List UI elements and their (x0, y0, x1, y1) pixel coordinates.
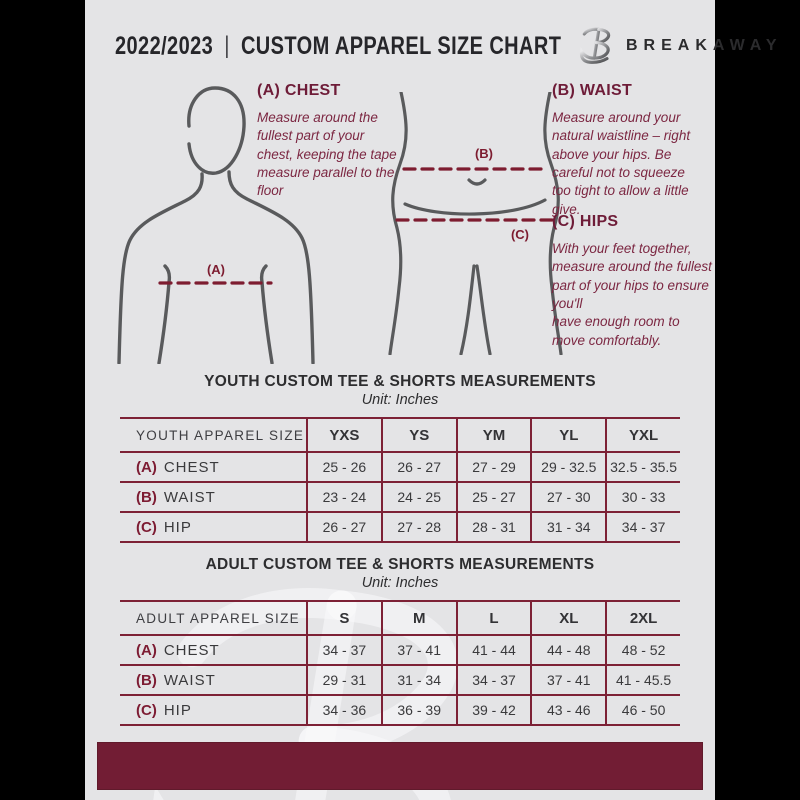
table-row (120, 481, 680, 511)
col-header: YM (456, 419, 531, 451)
col-header: S (306, 602, 381, 634)
table-row (120, 634, 680, 664)
table-cell: 25 - 27 (456, 483, 531, 511)
col-header: 2XL (605, 602, 680, 634)
title-separator: | (224, 32, 230, 59)
table-cell: 30 - 33 (605, 483, 680, 511)
footer-accent-bar (97, 742, 703, 790)
page-title: CUSTOM APPAREL SIZE CHART (240, 31, 562, 60)
table-cell: 34 - 36 (306, 696, 381, 724)
table-cell: 32.5 - 35.5 (605, 453, 680, 481)
col-header: M (381, 602, 456, 634)
col-header: YS (381, 419, 456, 451)
chest-line-label: (A) (206, 262, 226, 277)
table-cell: 44 - 48 (530, 636, 605, 664)
size-chart-document (85, 0, 783, 800)
table-cell: 28 - 31 (456, 513, 531, 541)
row-label: (A) CHEST (136, 458, 220, 476)
table-cell: 31 - 34 (381, 666, 456, 694)
table-cell: 27 - 30 (530, 483, 605, 511)
hips-text: With your feet together, measure around the fullest part of your hips to ensure you'll (552, 241, 712, 312)
chest-text: Measure around the fullest part of your chest, keeping the tape measure parallel to the floor (257, 110, 397, 199)
table-cell: 26 - 27 (381, 453, 456, 481)
hips-heading: (C) HIPS (552, 213, 619, 230)
row-label: (A) CHEST (136, 641, 220, 659)
col-header: YXS (306, 419, 381, 451)
waist-line-label: (B) (474, 146, 494, 161)
document-header (85, 0, 783, 68)
brand-lockup (577, 22, 783, 71)
table-cell: 29 - 31 (306, 666, 381, 694)
table-cell: 31 - 34 (530, 513, 605, 541)
brand-name: BREAKAWAY (626, 37, 783, 54)
lower-body-figure (387, 92, 565, 360)
table-row (120, 451, 680, 481)
table-cell: 39 - 42 (456, 696, 531, 724)
table-row (120, 694, 680, 726)
waist-text: Measure around your natural waistline – right above your hips. Be careful not to squeeze too tight to allow a little give. (552, 110, 691, 217)
row-label: (B) WAIST (136, 671, 216, 689)
table-row (120, 664, 680, 694)
table-cell: 27 - 29 (456, 453, 531, 481)
table-cell: 37 - 41 (381, 636, 456, 664)
table-cell: 23 - 24 (306, 483, 381, 511)
row-label: (C) HIP (136, 518, 192, 536)
col-header: YL (530, 419, 605, 451)
table-cell: 48 - 52 (605, 636, 680, 664)
youth-header-row (120, 417, 680, 451)
table-cell: 46 - 50 (605, 696, 680, 724)
table-cell: 26 - 27 (306, 513, 381, 541)
chest-instruction (257, 82, 399, 201)
measurement-diagram-section (85, 80, 715, 368)
waist-heading: (B) WAIST (552, 82, 633, 99)
table-cell: 34 - 37 (456, 666, 531, 694)
hips-instruction (552, 213, 714, 350)
col-header: YXL (605, 419, 680, 451)
table-cell: 41 - 44 (456, 636, 531, 664)
table-cell: 24 - 25 (381, 483, 456, 511)
hip-line-label: (C) (510, 227, 530, 242)
adult-size-table (120, 600, 680, 726)
youth-table-unit: Unit: Inches (361, 392, 439, 408)
table-row (120, 511, 680, 543)
hips-text-2: have enough room to move comfortably. (552, 314, 680, 348)
youth-size-table (120, 417, 680, 543)
youth-table-title: YOUTH CUSTOM TEE & SHORTS MEASUREMENTS (204, 373, 596, 390)
row-label: (B) WAIST (136, 488, 216, 506)
table-cell: 34 - 37 (306, 636, 381, 664)
table-cell: 36 - 39 (381, 696, 456, 724)
breakaway-b-logo-icon (577, 22, 617, 71)
adult-header-row (120, 600, 680, 634)
row-label: (C) HIP (136, 701, 192, 719)
table-cell: 29 - 32.5 (530, 453, 605, 481)
col-header: L (456, 602, 531, 634)
table-cell: 27 - 28 (381, 513, 456, 541)
table-cell: 37 - 41 (530, 666, 605, 694)
waist-instruction (552, 82, 704, 219)
table-cell: 41 - 45.5 (605, 666, 680, 694)
table-cell: 25 - 26 (306, 453, 381, 481)
adult-size-header: ADULT APPAREL SIZE (136, 610, 300, 626)
table-cell: 34 - 37 (605, 513, 680, 541)
table-cell: 43 - 46 (530, 696, 605, 724)
youth-size-header: YOUTH APPAREL SIZE (136, 427, 305, 443)
adult-table-title: ADULT CUSTOM TEE & SHORTS MEASUREMENTS (205, 556, 595, 573)
season-label: 2022/2023 (115, 31, 214, 60)
adult-table-unit: Unit: Inches (361, 575, 439, 591)
col-header: XL (530, 602, 605, 634)
chest-heading: (A) CHEST (257, 82, 341, 99)
